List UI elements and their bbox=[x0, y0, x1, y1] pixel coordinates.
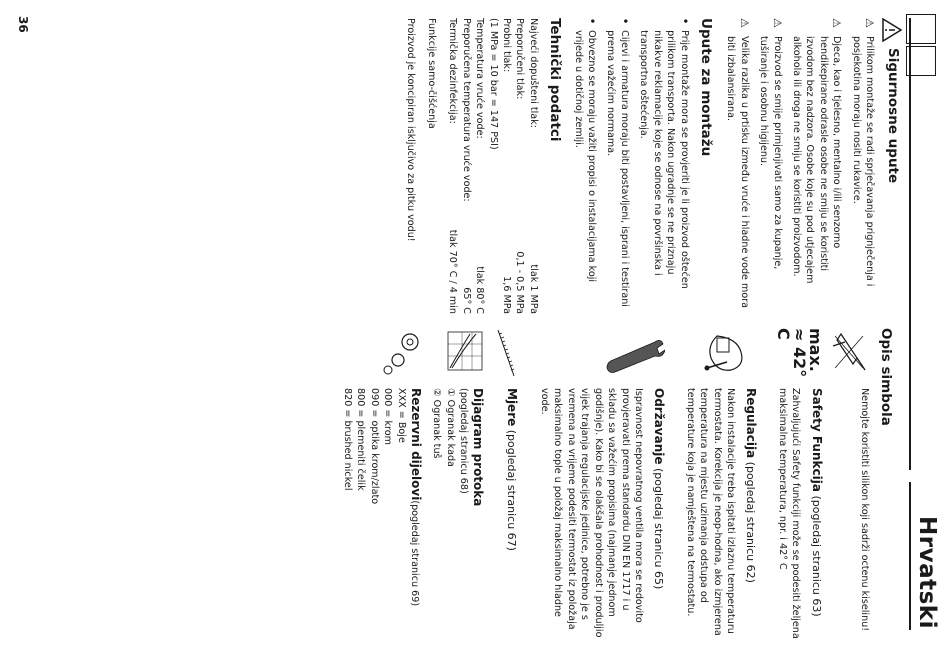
warning-icon bbox=[882, 18, 902, 42]
measures-row bbox=[492, 328, 518, 640]
tech-note: Proizvod je koncipiran isključivo za pitku vodu! bbox=[404, 18, 416, 242]
hand-thermometer-icon bbox=[703, 328, 757, 378]
page-number: 36 bbox=[16, 16, 30, 33]
silicone-gun-icon bbox=[831, 328, 871, 378]
tech-label: Preporučena temperatura vruće vode: bbox=[460, 18, 472, 202]
regulation-body bbox=[675, 388, 757, 640]
spares-body bbox=[341, 388, 422, 606]
safety-function-ref: (pogledaj stranicu 63) bbox=[809, 491, 823, 617]
montage-text: Obvezno se moraju važiti propisi o instalacijama koji vrijede u dotičnoj zemlji. bbox=[572, 30, 598, 283]
spares-icon-wrap bbox=[382, 328, 422, 378]
safety-text: Velika razlika u prtisku između vruće i hladne vode mora biti izbalansirana. bbox=[725, 36, 750, 309]
tech-row bbox=[513, 18, 526, 314]
tech-value: tlak 70° C / 4 min bbox=[447, 229, 459, 314]
tech-label: Termička dezinfekcija: bbox=[447, 18, 459, 124]
regulation-row bbox=[675, 328, 757, 640]
safety-heading-row bbox=[882, 18, 902, 314]
header-rule bbox=[909, 18, 911, 470]
measures-ref: (pogledaj stranicu 67) bbox=[504, 426, 518, 551]
maintenance-ref: (pogledaj stranicu 65) bbox=[652, 464, 666, 590]
tech-table bbox=[446, 18, 540, 314]
spares-line: 800 = plemeniti čelik bbox=[355, 388, 367, 491]
tech-label: Preporučeni tlak: bbox=[514, 18, 526, 100]
symbols-heading: Opis simbola bbox=[878, 328, 894, 426]
montage-text: Cijevi i armatura moraju biti postavljeni, isprani i testirani prema važećim normama. bbox=[605, 30, 630, 307]
ruler-icon bbox=[492, 328, 518, 378]
safety-text: Prilikom montaže se radi sprječavanja prignječenja i posjekotina moraju nositi rukavice. bbox=[850, 36, 875, 287]
tech-value: 65° C bbox=[460, 287, 472, 314]
spares-line: XXX = Boje bbox=[395, 388, 407, 443]
maintenance-title: Održavanje bbox=[652, 388, 667, 465]
bullet: • bbox=[678, 18, 690, 25]
flow-diagram-icon bbox=[444, 328, 484, 378]
silicone-text: Nemojte koristiti silikon koji sadrži octenu kiselinu! bbox=[858, 388, 870, 632]
tech-row bbox=[500, 18, 513, 314]
maintenance-body bbox=[530, 388, 666, 640]
warning-icon: ⚠ bbox=[770, 18, 784, 28]
warning-icon: ⚠ bbox=[737, 18, 751, 28]
max-label: max. bbox=[805, 328, 825, 372]
spares-ref: (pogledaj stranicu 69) bbox=[409, 500, 421, 607]
spares-title: Rezervni dijelovi bbox=[409, 388, 424, 501]
maintenance-row bbox=[530, 328, 666, 640]
spare-parts-icon bbox=[382, 328, 422, 378]
spares-row bbox=[341, 328, 422, 640]
safety-function-text: Zahvaljujući Safety funkciji može se podesiti željena maksimalna temperatura, npr. i 42° C bbox=[776, 388, 802, 639]
regulation-ref: (pogledaj stranicu 62) bbox=[744, 458, 758, 583]
tech-heading: Tehnički podatci bbox=[547, 18, 564, 142]
measures-icon-wrap bbox=[492, 328, 518, 378]
flow-line: ② Ogranak tuš bbox=[431, 388, 443, 459]
maintenance-icon-wrap bbox=[605, 328, 665, 378]
flow-icon-wrap bbox=[444, 328, 484, 378]
spares-line: 820 = brushed nickel bbox=[342, 388, 354, 491]
tech-label: Probni tlak: bbox=[501, 18, 513, 73]
montage-item bbox=[637, 18, 691, 314]
montage-text: Prije montaže mora se provjeriti je li proizvod oštećen prilikom transporta. Nakon ugradnje se ne priznaju nikakve reklamacije koje se odnose na površinska i transportna oštećenja. bbox=[638, 30, 690, 289]
tech-row bbox=[486, 18, 499, 314]
flow-row bbox=[430, 328, 484, 640]
safety-function-title: Safety Funkcija bbox=[809, 388, 824, 492]
bullet: • bbox=[586, 18, 598, 25]
tech-value: 1,6 MPa bbox=[501, 276, 513, 314]
silicone-icon-wrap bbox=[831, 328, 871, 378]
page-title: Hrvatski bbox=[914, 516, 940, 629]
safety-text: Djeca, kao i tjelesno, mentalno i/ili senzorno hendikepirane odrasle osobe ne smiju se koristiti izvodom bez nadzora. Osobe koje su pod utjecajem alkohola ili droga ne smiju se koristiti proizvodom. bbox=[790, 36, 843, 284]
safety-function-body bbox=[767, 388, 822, 640]
tech-row bbox=[459, 18, 472, 314]
safety-item bbox=[790, 18, 844, 314]
tech-label: Najveći dopušteni tlak: bbox=[527, 18, 539, 128]
tech-row bbox=[473, 18, 486, 314]
safety-item bbox=[757, 18, 784, 314]
wrench-icon bbox=[605, 328, 665, 378]
tech-value: tlak 1 MPa bbox=[527, 264, 539, 314]
regulation-text: Nakon instalacije treba ispitati izlaznu temperaturu termostata. Korekcija je neop-hodna, ako izmjerena temperatura na mjestu uzimanja odstupa od temperature koja je namještena na termostatu. bbox=[684, 388, 736, 636]
safety-function-row bbox=[767, 328, 825, 640]
warning-icon: ⚠ bbox=[830, 18, 844, 28]
max-temp-block bbox=[767, 328, 825, 378]
max-temp: ≈ 42° C bbox=[773, 328, 809, 378]
regulation-icon-wrap bbox=[703, 328, 757, 378]
safety-item bbox=[724, 18, 751, 314]
tech-label: (1 MPa = 10 bar = 147 PSI) bbox=[487, 18, 499, 150]
tech-row bbox=[526, 18, 539, 314]
flow-ref: (pogledaj stranicu 68) bbox=[458, 388, 470, 494]
safety-heading: Sigurnosne upute bbox=[884, 48, 901, 184]
flow-line: ① Ogranak kada bbox=[444, 388, 456, 467]
right-column bbox=[341, 328, 892, 640]
flow-title: Dijagram protoka bbox=[470, 388, 485, 507]
montage-item bbox=[571, 18, 598, 314]
regulation-title: Regulacija bbox=[744, 388, 759, 459]
maintenance-text: Ispravnost nepovratnog ventila mora se redovito provjeravati prema standardu DIN EN 1717 i u skladu sa važećim propisima (najmanje jednom godišnje). Kako bi se olakšala prohodnost i produljio vijek trajanja regulacijske jedinice, potrebno je s vremena na vrijeme podesiti termostat iz položaja maksimalno tople u položaj maksimalno hladne vode. bbox=[539, 388, 644, 638]
header-rule bbox=[909, 482, 911, 630]
montage-heading: Upute za montažu bbox=[697, 18, 714, 157]
silicone-row bbox=[831, 328, 871, 640]
spares-line: 090 = optika krom/zlato bbox=[368, 388, 380, 505]
tech-value: tlak 80° C bbox=[474, 266, 486, 314]
measures-title: Mjere bbox=[504, 388, 519, 427]
warning-icon: ⚠ bbox=[863, 18, 876, 28]
tech-row bbox=[446, 18, 459, 314]
tech-note: Funkcije samo-čišćenja bbox=[426, 18, 438, 129]
tech-label: Temperatura vruće vode: bbox=[474, 18, 486, 139]
flow-body bbox=[430, 388, 484, 506]
safety-text: Proizvod se smije primjenjivati samo za kupanje, tuširanje i osobnu higijenu. bbox=[758, 36, 783, 270]
tech-value: 0,1 - 0,5 MPa bbox=[514, 251, 526, 314]
safety-item bbox=[849, 18, 876, 314]
bullet: • bbox=[618, 18, 630, 25]
spares-line: 000 = krom bbox=[382, 388, 394, 445]
montage-item bbox=[604, 18, 631, 314]
left-column bbox=[395, 18, 902, 314]
